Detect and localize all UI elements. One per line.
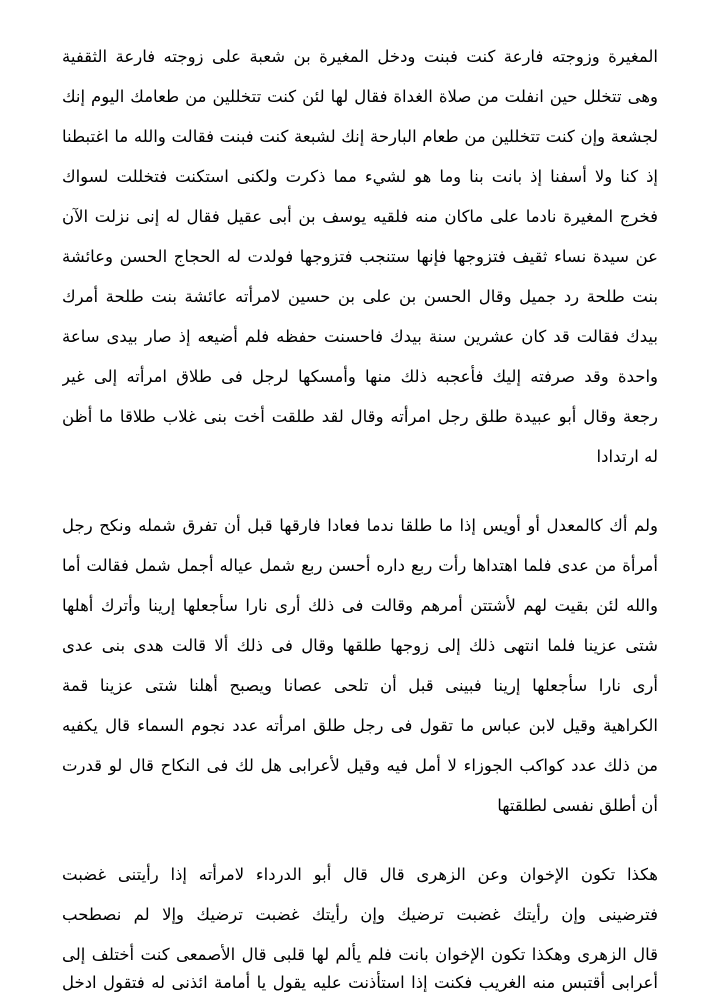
text-line: رجعة وقال أبو عبيدة طلق رجل امرأته وقال لقد طلقت أخت بنى غلاب طلاقا ما أظن — [62, 407, 658, 426]
text-line: شتى عزينا فلما انتهى ذلك إلى زوجها طلقها وقال فى ذلك ألا قالت هدى بنى عدى — [62, 636, 658, 655]
text-line: من ذلك عدد كواكب الجوزاء لا أمل فيه وقيل لأعرابى هل لك فى النكاح قال لو قدرت — [62, 756, 658, 775]
text-line: الكراهية وقيل لابن عباس ما تقول فى رجل طلق امرأته عدد نجوم السماء قال يكفيه — [62, 716, 658, 735]
text-line: له ارتدادا — [596, 447, 658, 466]
text-line: أمرأة من عدى فلما اهتداها رأت ربع داره أحسن ربع شمل عياله أجمل شمل فقالت أما — [62, 556, 658, 575]
text-line: وهى تتخلل حين انفلت من صلاة الغداة فقال لها لئن كنت تتخللين من طعامك اليوم إنك — [62, 87, 658, 106]
text-line: هكذا تكون الإخوان وعن الزهرى قال قال أبو الدرداء لامرأته إذا رأيتنى غضبت — [62, 865, 658, 884]
text-line: قال الزهرى وهكذا تكون الإخوان بانت فلم يألم لها قلبى قال الأصمعى كنت أختلف إلى — [62, 945, 658, 964]
text-line: لجشعة وإن كنت تتخللين من طعام البارحة إنك لشبعة كنت فبنت فقالت والله ما اغتبطنا — [62, 127, 658, 146]
text-line: عن سيدة نساء ثقيف فتزوجها فإنها ستنجب فتزوجها فولدت له الحجاج الحسن وعائشة — [62, 247, 658, 266]
text-line: إذ كنا ولا أسفنا إذ بانت بنا وما هو لشيء مما ذكرت ولكنى استكنت فتخللت لسواك — [62, 167, 658, 186]
text-line: أرى نارا سأجعلها إرينا فبينى قبل أن تلحى عصانا ويصبح أهلنا شتى عزينا قمة — [62, 676, 658, 695]
text-line: بيدك فقالت قد كان عشرين سنة بيدك فاحسنت حفظه فلم أضيعه إذ صار بيدى ساعة — [62, 327, 658, 346]
text-line: أعرابى أقتبس منه الغريب فكنت إذا استأذنت عليه يقول يا أمامة ائذنى له فتقول ادخل — [62, 973, 658, 992]
text-line: المغيرة وزوجته فارعة كنت فبنت ودخل المغيرة بن شعبة على زوجته فارعة الثقفية — [62, 47, 658, 66]
text-line: أن أطلق نفسى لطلقتها — [497, 796, 658, 815]
text-line: واحدة وقد صرفته إليك فأعجبه ذلك منها وأمسكها لرجل فى طلاق امرأته إلى غير — [62, 367, 658, 386]
text-line: ولم أك كالمعدل أو أويس إذا ما طلقا ندما فعادا فارقها قبل أن تفرق شمله ونكح رجل — [62, 516, 658, 535]
text-line: بنت طلحة رد جميل وقال الحسن بن على بن حسين لامرأته عائشة بنت طلحة أمرك — [62, 287, 658, 306]
text-line: فترضينى وإن رأيتك غضبت ترضيك وإن رأيتك غضبت ترضيك وإلا لم نصطحب — [62, 905, 658, 924]
text-line: والله لئن بقيت لهم لأشتتن أمرهم وقالت فى ذلك أرى نارا سأجعلها إرينا وأترك أهلها — [62, 596, 658, 615]
text-line: فخرج المغيرة نادما على ماكان منه فلقيه يوسف بن أبى عقيل فقال له إنى نزلت الآن — [62, 207, 658, 226]
